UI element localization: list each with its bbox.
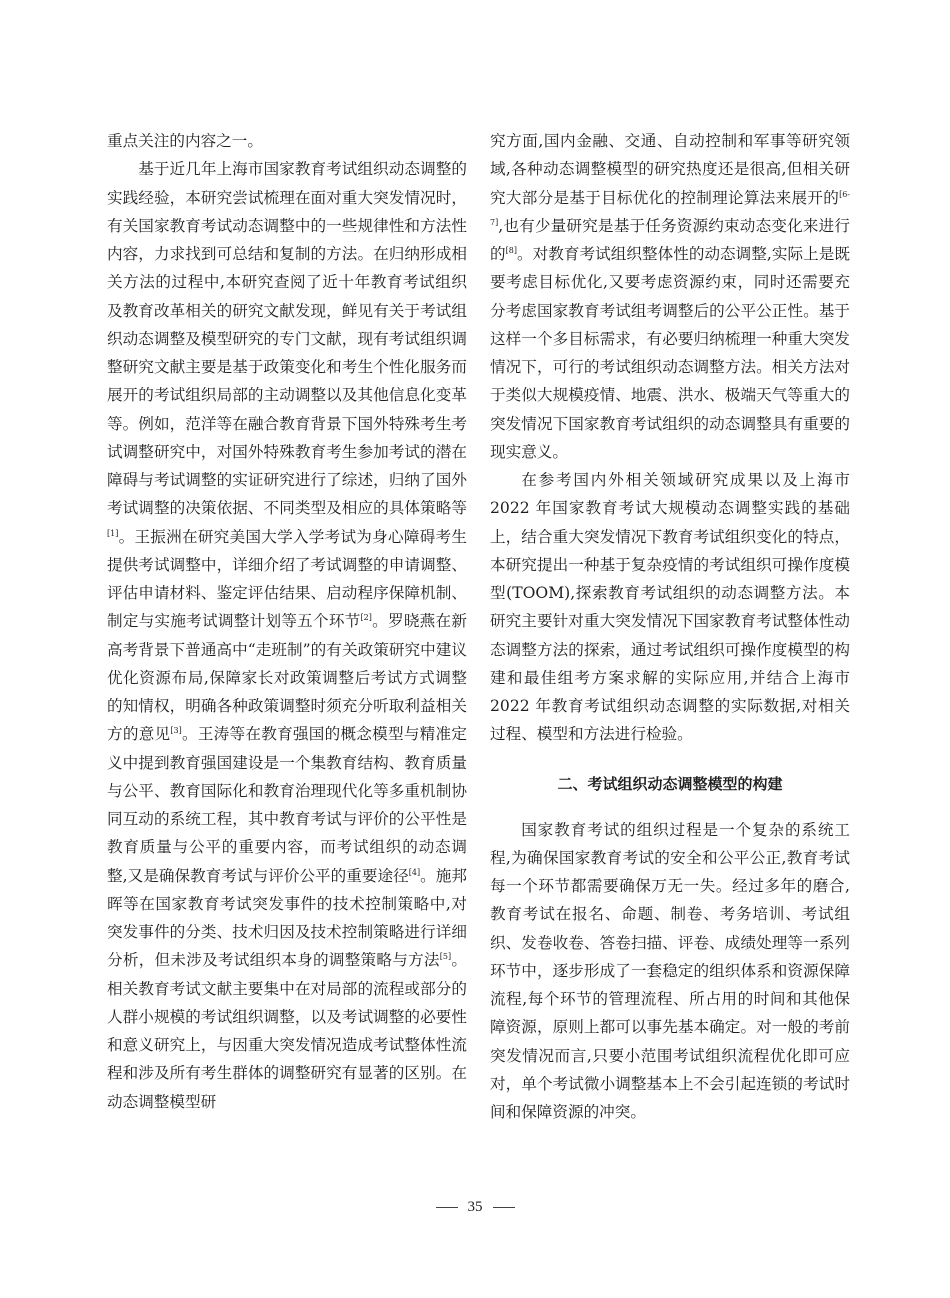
paragraph-text: 究方面,国内金融、交通、自动控制和军事等研究领域,各种动态调整模型的研究热度还是很高,但相关研究大部分是基于目标优化的控制理论算法来展开的 — [490, 132, 850, 207]
left-column — [107, 127, 467, 1116]
citation: [3] — [170, 726, 182, 736]
paragraph-text: 。罗晓燕在新高考背景下普通高中“走班制”的有关政策研究中建议优化资源布局,保障家长对政策调整后考试方式调整的知情权，明确各种政策调整时须充分听取利益相关方的意见 — [107, 612, 467, 744]
paragraph — [490, 127, 850, 466]
footer-dash — [436, 1207, 458, 1208]
section-heading: 二、考试组织动态调整模型的构建 — [557, 774, 783, 793]
paragraph-text: 。王振洲在研究美国大学入学考试为身心障碍考生提供考试调整中，详细介绍了考试调整的申请调整、评估申请材料、鉴定评估结果、启动程序保障机制、制定与实施考试调整计划等五个环节 — [107, 527, 467, 631]
citation: [6-7] — [490, 189, 850, 227]
paragraph: 国家教育考试的组织过程是一个复杂的系统工程,为确保国家教育考试的安全和公平公正,教育考试每一个环节都需要确保万无一失。经过多年的磨合,教育考试在报名、命题、制卷、考务培训、考试组织、发卷收卷、答卷扫描、评卷、成绩处理等一系列环节中，逐步形成了一套稳定的组织体系和资源保障流程,每个环节的管理流程、所占用的时间和其他保障资源，原则上都可以事先基本确定。对一般的考前突发情况而言,只要小范围考试组织流程优化即可应对，单个考试微小调整基本上不会引起连锁的考试时间和保障资源的冲突。 — [490, 820, 850, 1121]
citation: [5] — [439, 952, 452, 962]
footer-dash — [493, 1207, 515, 1208]
paragraph-text: ,也有少量研究是基于任务资源约束动态变化来进行的 — [490, 216, 850, 263]
spacer — [490, 805, 850, 816]
citation: [4] — [408, 867, 421, 877]
page-number: 35 — [467, 1199, 483, 1215]
page-footer — [0, 1199, 950, 1216]
paragraph-text: 基于近几年上海市国家教育考试组织动态调整的实践经验，本研究尝试梳理在面对重大突发情况时，有关国家教育考试动态调整中的一些规律性和方法性内容，力求找到可总结和复制的方法。在归纳形成相关方法的过程中,本研究查阅了近十年教育考试组织及教育改革相关的研究文献发现，鲜见有关于考试组织动态调整及模型研究的专门文献，现有考试组织调整研究文献主要是基于政策变化和考生个性化服务而展开的考试组织局部的主动调整以及其他信息化变革等。例如，范洋等在融合教育背景下国外特殊考生考试调整研究中，对国外特殊教育考生参加考试的潜在障碍与考试调整的实证研究进行了综述，归纳了国外考试调整的决策依据、不同类型及相应的具体策略等 — [107, 160, 467, 518]
citation: [2] — [360, 613, 372, 623]
citation: [8] — [505, 245, 517, 255]
paragraph-text: 。施邦晖等在国家教育考试突发事件的技术控制策略中,对突发事件的分类、技术归因及技术控制策略进行详细分析，但未涉及考试组织本身的调整策略与方法 — [107, 866, 467, 970]
paragraph-text: 。对教育考试组织整体性的动态调整,实际上是既要考虑目标优化,又要考虑资源约束，同时还需要充分考虑国家教育考试组考调整后的公平公正性。基于这样一个多目标需求，有必要归纳梳理一种重大突发情况下，可行的考试组织动态调整方法。相关方法对于类似大规模疫情、地震、洪水、极端天气等重大的突发情况下国家教育考试组织的动态调整具有重要的现实意义。 — [490, 245, 850, 461]
paragraph-text: 。相关教育考试文献主要集中在对局部的流程或部分的人群小规模的考试组织调整，以及考试调整的必要性和意义研究上，与因重大突发情况造成考试整体性流程和涉及所有考生群体的调整研究有显著的区别。在动态调整模型研 — [107, 951, 467, 1111]
paragraph — [107, 155, 467, 1116]
paragraph: 重点关注的内容之一。 — [107, 132, 263, 150]
citation: [1] — [107, 528, 119, 538]
paragraph-text: 。王涛等在教育强国的概念模型与精准定义中提到教育强国建设是一个集教育结构、教育质量与公平、教育国际化和教育治理现代化等多重机制协同互动的系统工程，其中教育考试与评价的公平性是教育质量与公平的重要内容，而考试组织的动态调整,又是确保教育考试与评价公平的重要途径 — [107, 725, 467, 885]
spacer — [490, 749, 850, 763]
paragraph: 在参考国内外相关领域研究成果以及上海市2022 年国家教育考试大规模动态调整实践的基础上，结合重大突发情况下教育考试组织变化的特点，本研究提出一种基于复杂疫情的考试组织可操作度模型(TOOM),探索教育考试组织的动态调整方法。本研究主要针对重大突发情况下国家教育考试整体性动态调整方法的探索，通过考试组织可操作度模型的构建和最佳组考方案求解的实际应用,并结合上海市 2022 年教育考试组织动态调整的实际数据,对相关过程、模型和方法进行检验。 — [490, 471, 850, 744]
right-column — [490, 127, 850, 1126]
